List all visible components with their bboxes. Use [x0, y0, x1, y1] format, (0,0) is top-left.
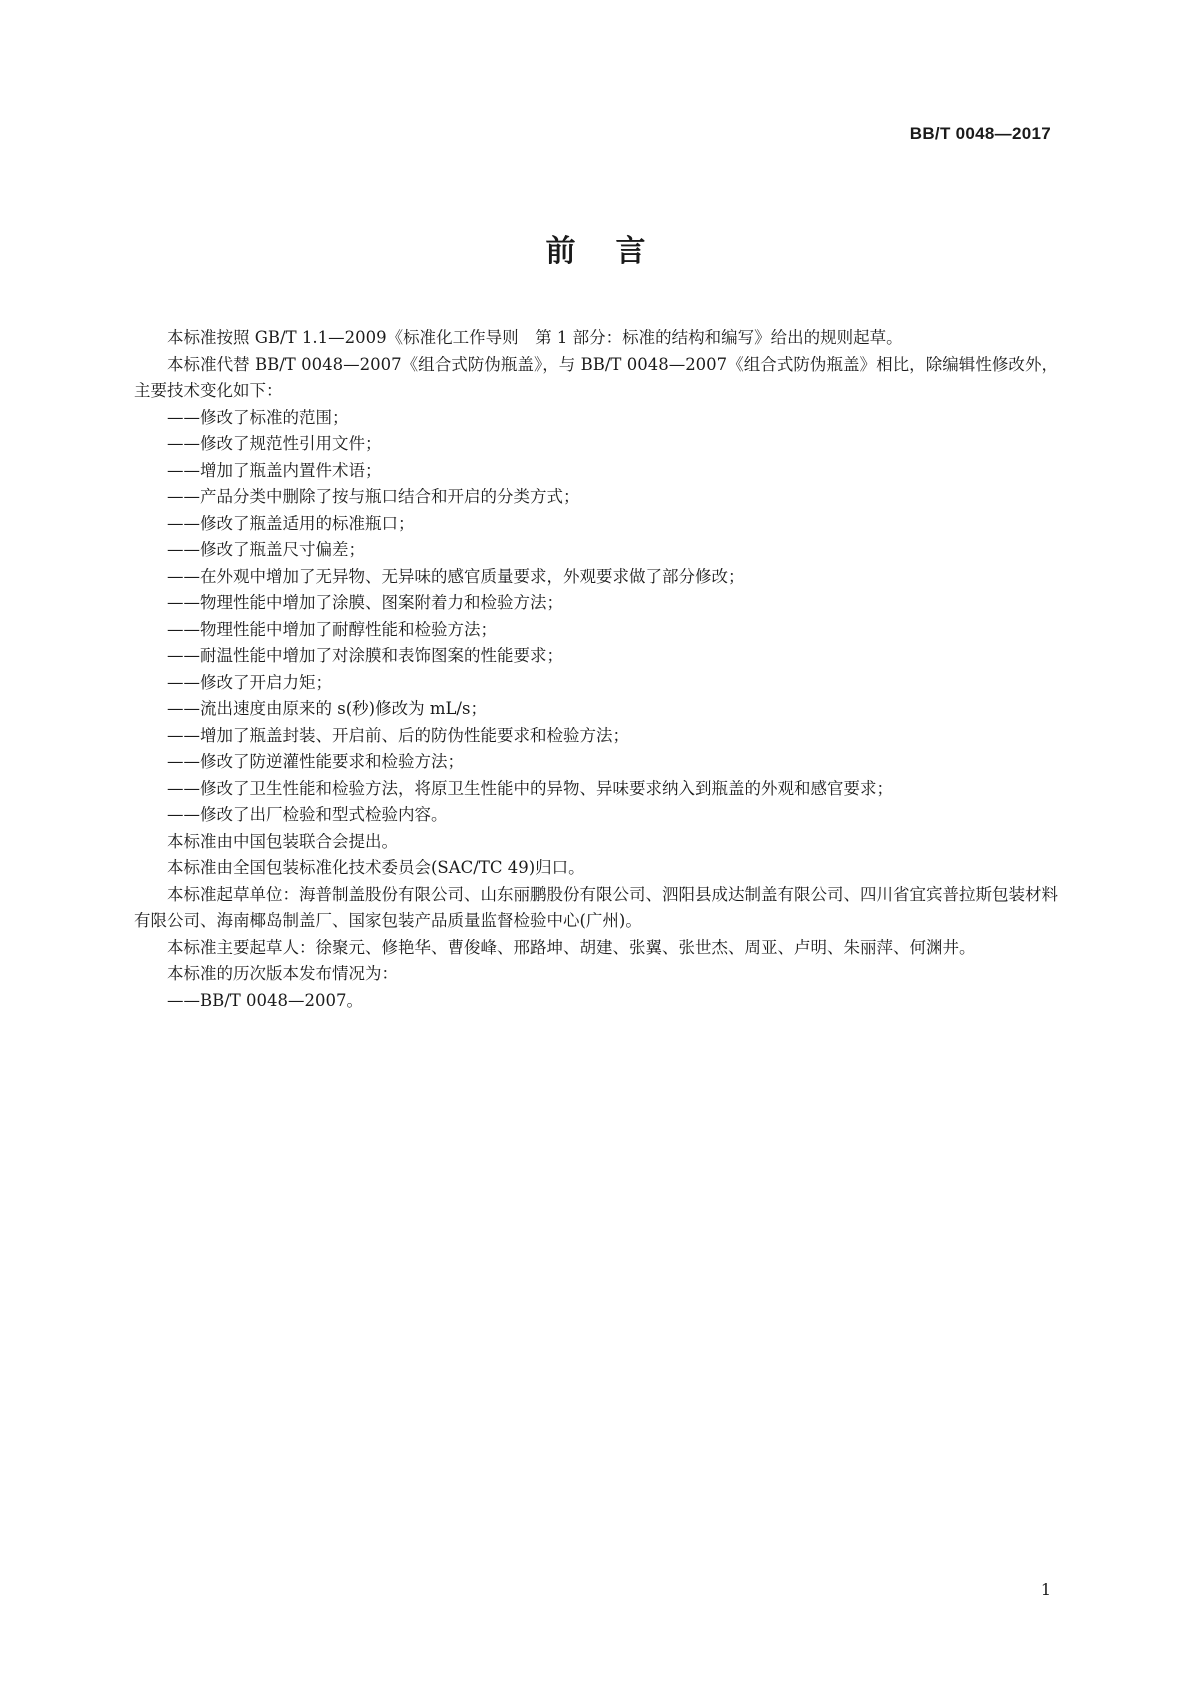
list-item: ——BB/T 0048—2007。: [167, 990, 364, 1010]
list-item: ——修改了卫生性能和检验方法，将原卫生性能中的异物、异味要求纳入到瓶盖的外观和感官要求；: [167, 778, 893, 798]
page-title: 前言: [545, 234, 686, 269]
list-item: ——增加了瓶盖内置件术语；: [167, 460, 382, 480]
list-item: ——修改了瓶盖适用的标准瓶口；: [167, 513, 415, 533]
paragraph: 本标准的历次版本发布情况为：: [167, 964, 398, 983]
list-item: ——修改了瓶盖尺寸偏差；: [167, 540, 365, 559]
paragraph: 本标准按照 GB/T 1.1—2009《标准化工作导则 第 1 部分：标准的结构和编写》给出的规则起草。: [167, 328, 903, 347]
list-item: ——修改了开启力矩；: [167, 672, 332, 692]
standard-code: BB/T 0048—2017: [909, 124, 1051, 143]
page-number: 1: [1040, 1580, 1051, 1599]
foreword-body: [134, 325, 1058, 1014]
list-item: ——流出速度由原来的 s(秒)修改为 mL/s；: [167, 699, 487, 718]
paragraph: 本标准起草单位：海普制盖股份有限公司、山东丽鹏股份有限公司、泗阳县成达制盖有限公司、四川省宜宾普拉斯包装材料有限公司、海南椰岛制盖厂、国家包装产品质量监督检验中心(广州)。: [134, 884, 1058, 930]
list-item: ——修改了规范性引用文件；: [167, 434, 382, 453]
paragraph: 本标准由全国包装标准化技术委员会(SAC/TC 49)归口。: [167, 858, 585, 877]
list-item: ——物理性能中增加了耐醇性能和检验方法；: [167, 619, 497, 639]
list-item: ——增加了瓶盖封装、开启前、后的防伪性能要求和检验方法；: [167, 725, 629, 745]
list-item: ——产品分类中删除了按与瓶口结合和开启的分类方式；: [167, 487, 580, 506]
list-item: ——在外观中增加了无异物、无异味的感官质量要求，外观要求做了部分修改；: [167, 566, 745, 586]
list-item: ——耐温性能中增加了对涂膜和表饰图案的性能要求；: [167, 646, 563, 665]
paragraph: 本标准代替 BB/T 0048—2007《组合式防伪瓶盖》，与 BB/T 0048—2007《组合式防伪瓶盖》相比，除编辑性修改外，主要技术变化如下：: [134, 354, 1058, 400]
list-item: ——物理性能中增加了涂膜、图案附着力和检验方法；: [167, 593, 563, 612]
paragraph: 本标准主要起草人：徐聚元、修艳华、曹俊峰、邢路坤、胡建、张翼、张世杰、周亚、卢明、朱丽萍、何渊井。: [167, 937, 976, 957]
paragraph: 本标准由中国包装联合会提出。: [167, 831, 398, 851]
list-item: ——修改了出厂检验和型式检验内容。: [167, 805, 448, 824]
list-item: ——修改了防逆灌性能要求和检验方法；: [167, 752, 464, 771]
list-item: ——修改了标准的范围；: [167, 407, 349, 427]
